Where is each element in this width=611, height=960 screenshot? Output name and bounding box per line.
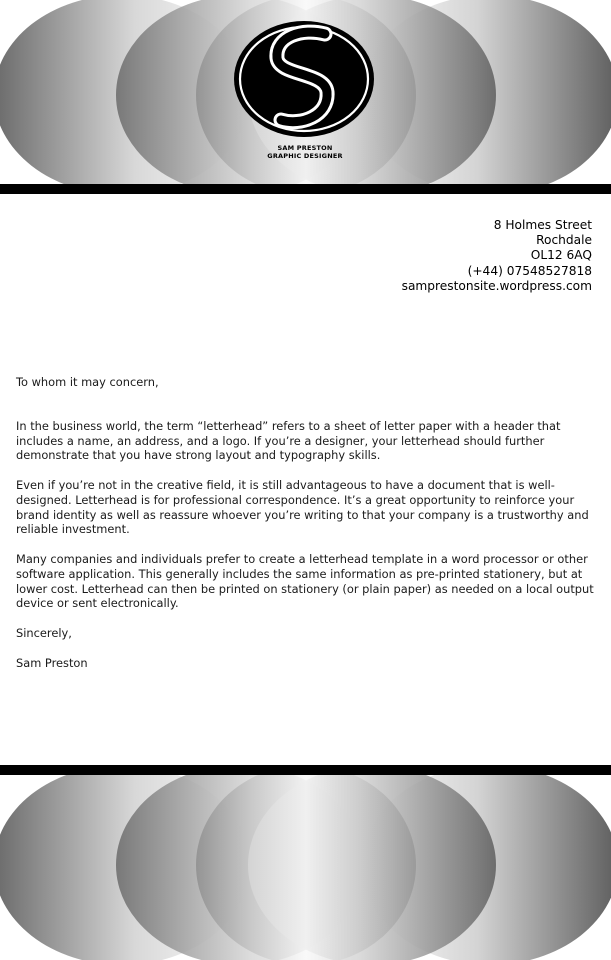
letter-paragraph: Even if you’re not in the creative field, it is still advantageous to have a document that is well-designed. Letterhead is for professional correspondence. It’s a great opportunity to reinforce your brand identity as well as reassure whoever you’re writing to that your company is a trustworthy and reliable investment. [16,477,589,537]
footer-rule [0,765,611,775]
header-rule [0,184,611,194]
circle-center [196,775,416,960]
address-website[interactable]: samprestonsite.wordpress.com [401,278,592,293]
letter-closing: Sincerely, [16,625,72,640]
letter-signature: Sam Preston [16,655,88,670]
logo-caption [225,145,385,160]
letter-paragraph: Many companies and individuals prefer to create a letterhead template in a word processor or other software application. This generally includes the same information as pre-printed stationery, but at lower cost. Letterhead can then be printed on stationery (or plain paper) as needed on a local output device or sent electronically. [16,551,594,611]
address-street: 8 Holmes Street [493,218,592,232]
letter-body [16,375,596,670]
logo-title: GRAPHIC DESIGNER [267,151,343,160]
letter-greeting: To whom it may concern, [16,375,159,389]
address-block [402,218,592,294]
address-town: Rochdale [536,233,592,248]
logo-name: SAM PRESTON [277,144,333,152]
logo [233,20,375,138]
address-phone: (+44) 07548527818 [467,263,592,278]
address-postcode: OL12 6AQ [530,248,592,263]
s-logo-icon [233,20,375,138]
letter-paragraph: In the business world, the term “letterhead” refers to a sheet of letter paper with a header that includes a name, an address, and a logo. If you’re a designer, your letterhead should further demonstrate that you have strong layout and typography skills. [16,418,561,463]
footer-decoration [0,775,611,960]
footer-circles-graphic [0,775,611,960]
